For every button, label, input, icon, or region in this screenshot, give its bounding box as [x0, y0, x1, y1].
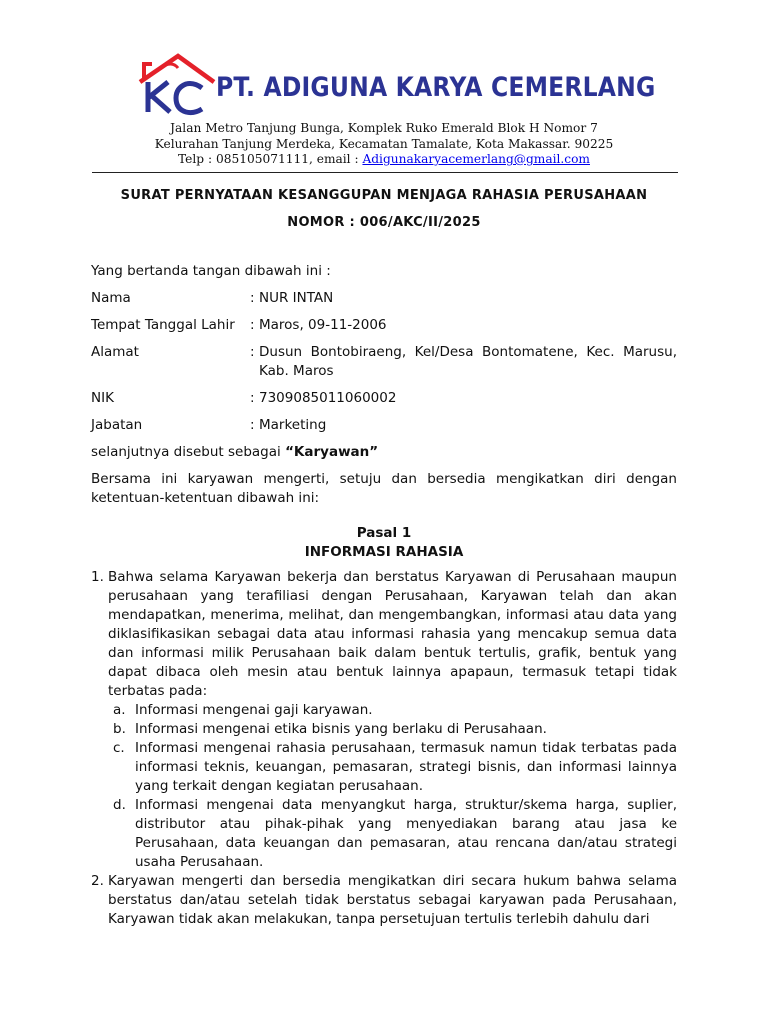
field-value: Marketing	[259, 417, 327, 433]
sub-items	[108, 701, 677, 872]
field-label: NIK	[91, 390, 114, 406]
field-label: Nama	[91, 290, 131, 306]
company-name: PT. ADIGUNA KARYA CEMERLANG	[216, 72, 656, 103]
field-colon: :	[250, 417, 255, 433]
intro-text: Yang bertanda tangan dibawah ini :	[91, 263, 331, 279]
letterhead-logo	[138, 52, 656, 118]
referred-term: “Karyawan”	[285, 444, 379, 460]
field-label: Alamat	[91, 344, 139, 360]
field-alamat	[91, 343, 677, 381]
field-colon: :	[250, 290, 255, 306]
field-label: Jabatan	[91, 417, 143, 433]
sub-list-item	[108, 796, 677, 872]
list-item	[91, 568, 677, 872]
referred-prefix: selanjutnya disebut sebagai	[91, 444, 286, 460]
pasal-heading	[91, 524, 677, 562]
identity-fields	[91, 289, 677, 435]
field-colon: :	[250, 390, 255, 406]
field-ttl	[91, 316, 677, 335]
field-nama	[91, 289, 677, 308]
sub-item-marker: c.	[113, 740, 125, 756]
field-nik	[91, 389, 677, 408]
field-value: Dusun Bontobiraeng, Kel/Desa Bontomatene, Kec. Marusu, Kab. Maros	[259, 344, 677, 379]
pasal-title: INFORMASI RAHASIA	[304, 544, 464, 560]
address-line-1: Jalan Metro Tanjung Bunga, Komplek Ruko Emerald Blok H Nomor 7	[170, 121, 598, 135]
company-logo-icon	[138, 52, 216, 118]
sub-item-text: Informasi mengenai gaji karyawan.	[135, 702, 373, 718]
sub-list-item	[108, 720, 677, 739]
item-text: Bahwa selama Karyawan bekerja dan berstatus Karyawan di Perusahaan maupun perusahaan yang terafiliasi dengan Perusahaan, Karyawan telah dan akan mendapatkan, menerima, melihat, dan mengembangkan, informasi atau data yang diklasifikasikan sebagai data atau informasi rahasia yang mencakup semua data dan informasi milik Perusahaan baik dalam bentuk tertulis, grafik, bentuk yang dapat dibaca oleh mesin atau bentuk lainnya apapaun, termasuk tetapi tidak terbatas pada:	[108, 569, 677, 699]
list-item	[91, 872, 677, 929]
pasal-number: Pasal 1	[356, 525, 412, 541]
field-colon: :	[250, 317, 255, 333]
sub-item-marker: a.	[113, 702, 126, 718]
address-line-2: Kelurahan Tanjung Merdeka, Kecamatan Tamalate, Kota Makassar. 90225	[154, 136, 614, 151]
pasal-items	[91, 568, 677, 929]
field-colon: :	[250, 344, 255, 360]
field-value: Maros, 09-11-2006	[259, 317, 387, 333]
email-link[interactable]: Adigunakaryacemerlang@gmail.com	[362, 152, 590, 166]
field-value: 7309085011060002	[259, 390, 397, 406]
sub-item-marker: b.	[113, 721, 126, 737]
item-marker: 2.	[91, 873, 104, 889]
company-address	[0, 121, 768, 168]
statement-text: Bersama ini karyawan mengerti, setuju dan bersedia mengikatkan diri dengan ketentuan-ketentuan dibawah ini:	[91, 471, 677, 506]
sub-item-text: Informasi mengenai data menyangkut harga, struktur/skema harga, suplier, distributor atau pihak-pihak yang menyediakan barang atau jasa ke Perusahaan, data keuangan dan pemasaran, atau rencana dan/atau strategi usaha Perusahaan.	[135, 797, 677, 870]
item-marker: 1.	[91, 569, 104, 585]
sub-item-text: Informasi mengenai rahasia perusahaan, termasuk namun tidak terbatas pada informasi teknis, keuangan, pemasaran, strategi bisnis, dan informasi lainnya yang terkait dengan kegiatan perusahaan.	[135, 740, 677, 794]
item-text: Karyawan mengerti dan bersedia mengikatkan diri secara hukum bahwa selama berstatus dan/atau setelah tidak berstatus sebagai karyawan pada Perusahaan, Karyawan tidak akan melakukan, tanpa persetujuan tertulis terlebih dahulu dari	[108, 873, 677, 927]
referred-as-line	[91, 443, 677, 462]
sub-item-marker: d.	[113, 797, 126, 813]
sub-list-item	[108, 739, 677, 796]
contact-prefix: Telp : 085105071111, email :	[178, 152, 363, 166]
sub-list-item	[108, 701, 677, 720]
document-title: SURAT PERNYATAAN KESANGGUPAN MENJAGA RAHASIA PERUSAHAAN	[120, 188, 648, 203]
contact-line	[0, 152, 768, 168]
letter-body	[91, 186, 677, 929]
field-value: NUR INTAN	[259, 290, 334, 306]
sub-item-text: Informasi mengenai etika bisnis yang berlaku di Perusahaan.	[135, 721, 547, 737]
letterhead-divider	[92, 172, 678, 173]
field-label: Tempat Tanggal Lahir	[91, 317, 235, 333]
field-jabatan	[91, 416, 677, 435]
document-number: NOMOR : 006/AKC/II/2025	[287, 215, 481, 230]
